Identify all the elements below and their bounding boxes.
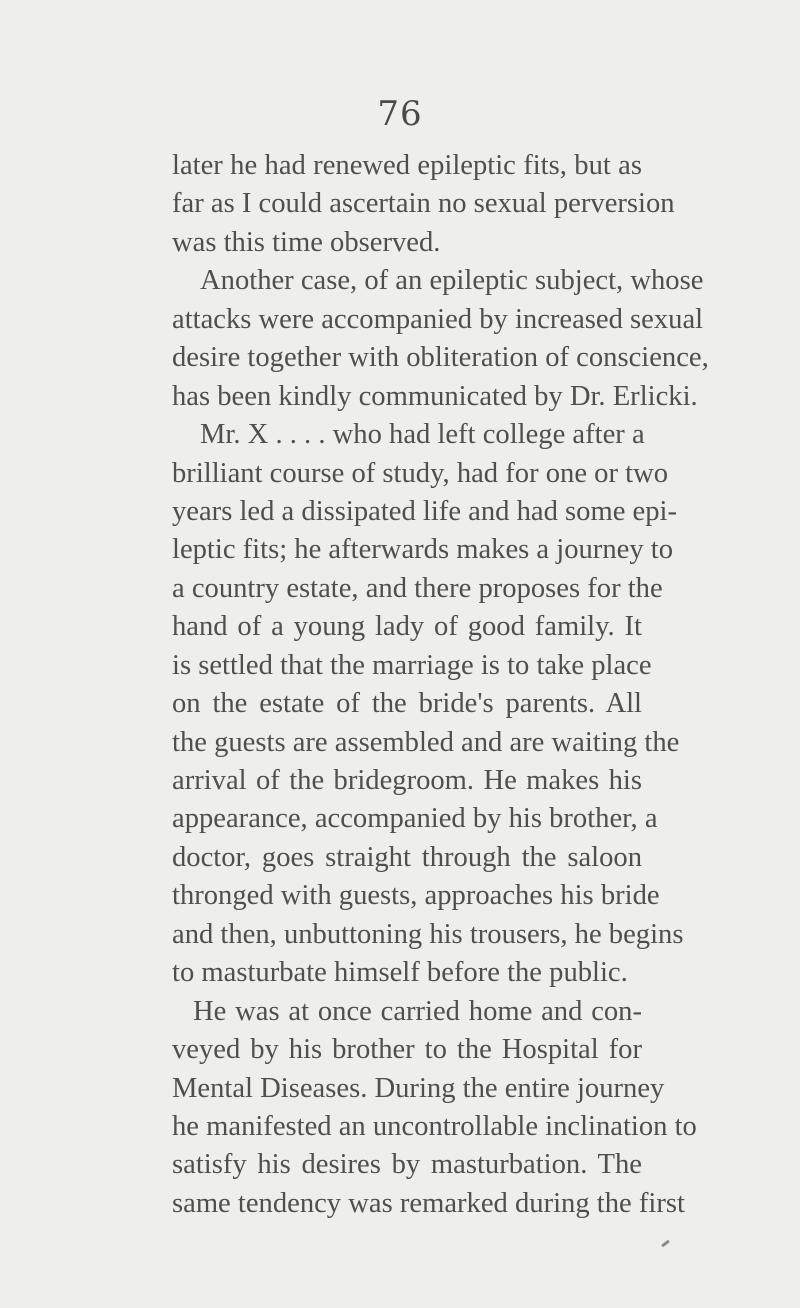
text-line: he manifested an uncontrollable inclination to xyxy=(172,1110,697,1142)
text-line: arrival of the bridegroom. He makes his xyxy=(172,765,642,796)
text-line: doctor, goes straight through the saloon xyxy=(172,841,642,873)
text-line: leptic fits; he afterwards makes a journey to xyxy=(172,534,674,566)
text-line: hand of a young lady of good family. It xyxy=(172,611,642,643)
text-line: desire together with obliteration of conscience, xyxy=(172,342,709,374)
text-line: a country estate, and there proposes for the xyxy=(172,572,663,604)
text-line: was this time observed. xyxy=(172,226,441,258)
text-line: and then, unbuttoning his trousers, he begins xyxy=(172,918,684,950)
text-line: He was at once carried home and con- xyxy=(193,995,642,1027)
text-line: has been kindly communicated by Dr. Erlicki. xyxy=(172,380,698,412)
text-line: brilliant course of study, had for one or two xyxy=(172,457,669,489)
text-line: Mental Diseases. During the entire journey xyxy=(172,1072,665,1104)
text-line: on the estate of the bride's parents. All xyxy=(172,688,642,720)
text-line: attacks were accompanied by increased sexual xyxy=(172,303,704,335)
text-line: Another case, of an epileptic subject, whose xyxy=(200,265,704,297)
text-line: the guests are assembled and are waiting the xyxy=(172,726,680,758)
ink-speck xyxy=(661,1240,670,1248)
text-line: satisfy his desires by masturbation. The xyxy=(172,1149,642,1181)
text-line: Mr. X . . . . who had left college after a xyxy=(200,419,645,451)
text-line: veyed by his brother to the Hospital for xyxy=(172,1034,642,1066)
text-line: thronged with guests, approaches his bride xyxy=(172,880,660,912)
text-line: to masturbate himself before the public. xyxy=(172,957,628,989)
text-line: appearance, accompanied by his brother, a xyxy=(172,803,658,835)
text-line: far as I could ascertain no sexual perversion xyxy=(172,188,675,220)
text-line: is settled that the marriage is to take place xyxy=(172,649,652,681)
text-line: years led a dissipated life and had some epi- xyxy=(172,495,677,527)
text-line: same tendency was remarked during the first xyxy=(172,1187,685,1219)
body-text xyxy=(172,147,709,1223)
page-number: 76 xyxy=(377,94,423,134)
text-line: later he had renewed epileptic fits, but as xyxy=(172,150,642,181)
